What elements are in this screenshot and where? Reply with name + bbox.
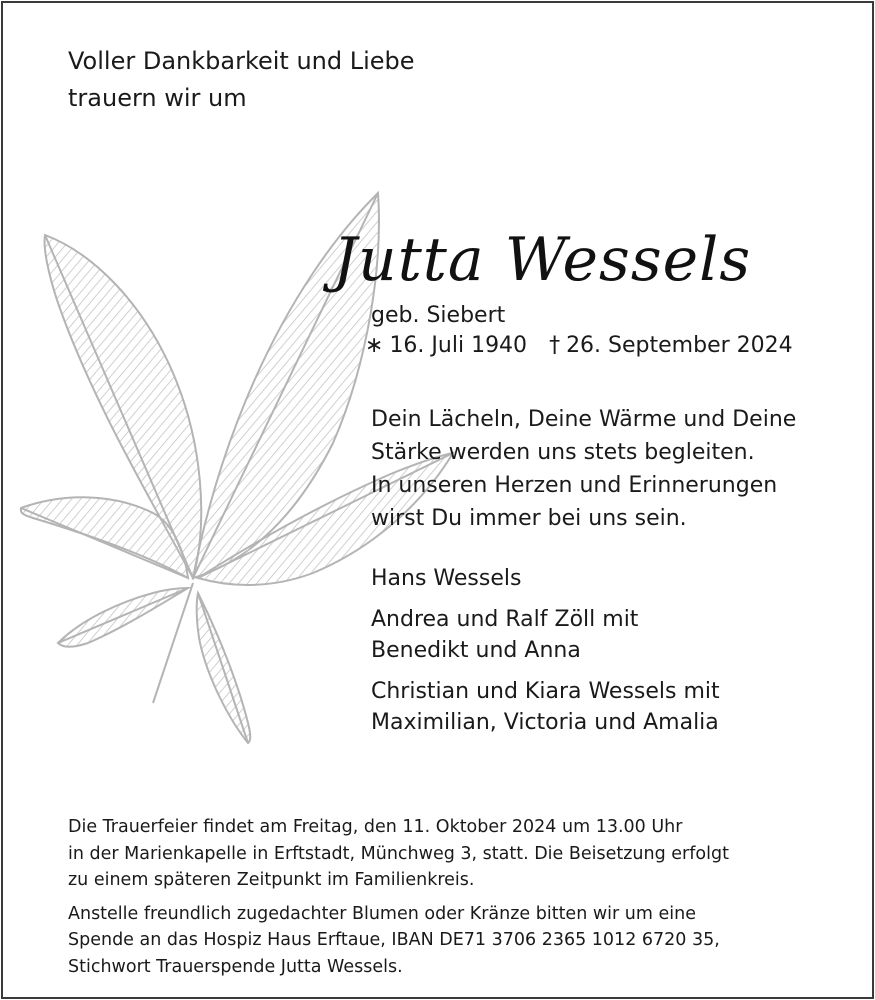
donation-details (68, 901, 729, 981)
family-group (371, 604, 720, 666)
deceased-name: Jutta Wessels (333, 225, 752, 295)
obituary-card (1, 1, 874, 999)
donation-line: Stichwort Trauerspende Jutta Wessels. (68, 956, 403, 977)
intro-text (68, 43, 415, 117)
funeral-line: Die Trauerfeier findet am Freitag, den 11. Oktober 2024 um 13.00 Uhr (68, 817, 683, 837)
death-date: 26. September 2024 (566, 333, 793, 358)
donation-line: Anstelle freundlich zugedachter Blumen oder Kränze bitten wir um eine (68, 903, 696, 924)
donation-line: Spende an das Hospiz Haus Erftaue, IBAN DE71 3706 2365 1012 6720 35, (68, 930, 720, 950)
family-member: Benedikt und Anna (371, 638, 581, 663)
death-cross-icon: † (549, 333, 561, 358)
quote-line: Dein Lächeln, Deine Wärme und Deine (371, 407, 797, 432)
funeral-line: in der Marienkapelle in Erftstadt, Münchweg 3, statt. Die Beisetzung erfolgt (68, 843, 729, 864)
birth-date: 16. Juli 1940 (389, 333, 528, 358)
quote-line: wirst Du immer bei uns sein. (371, 506, 687, 531)
family-group (371, 676, 720, 738)
family-member: Andrea und Ralf Zöll mit (371, 607, 639, 632)
funeral-line: zu einem späteren Zeitpunkt im Familienkreis. (68, 870, 475, 890)
life-dates (365, 330, 793, 362)
intro-line: trauern wir um (68, 84, 247, 112)
maiden-name: geb. Siebert (371, 303, 506, 328)
intro-line: Voller Dankbarkeit und Liebe (68, 47, 415, 75)
quote-line: Stärke werden uns stets begleiten. (371, 440, 755, 465)
funeral-information (68, 814, 729, 987)
family-member: Maximilian, Victoria und Amalia (371, 710, 719, 735)
funeral-details (68, 814, 729, 894)
family-member: Christian und Kiara Wessels mit (371, 679, 720, 704)
family-member: Hans Wessels (371, 566, 522, 591)
birth-star-icon: ∗ (365, 333, 384, 358)
family-group (371, 563, 720, 594)
mourning-family (371, 563, 720, 748)
quote-line: In unseren Herzen und Erinnerungen (371, 473, 778, 498)
memorial-quote (371, 403, 796, 535)
